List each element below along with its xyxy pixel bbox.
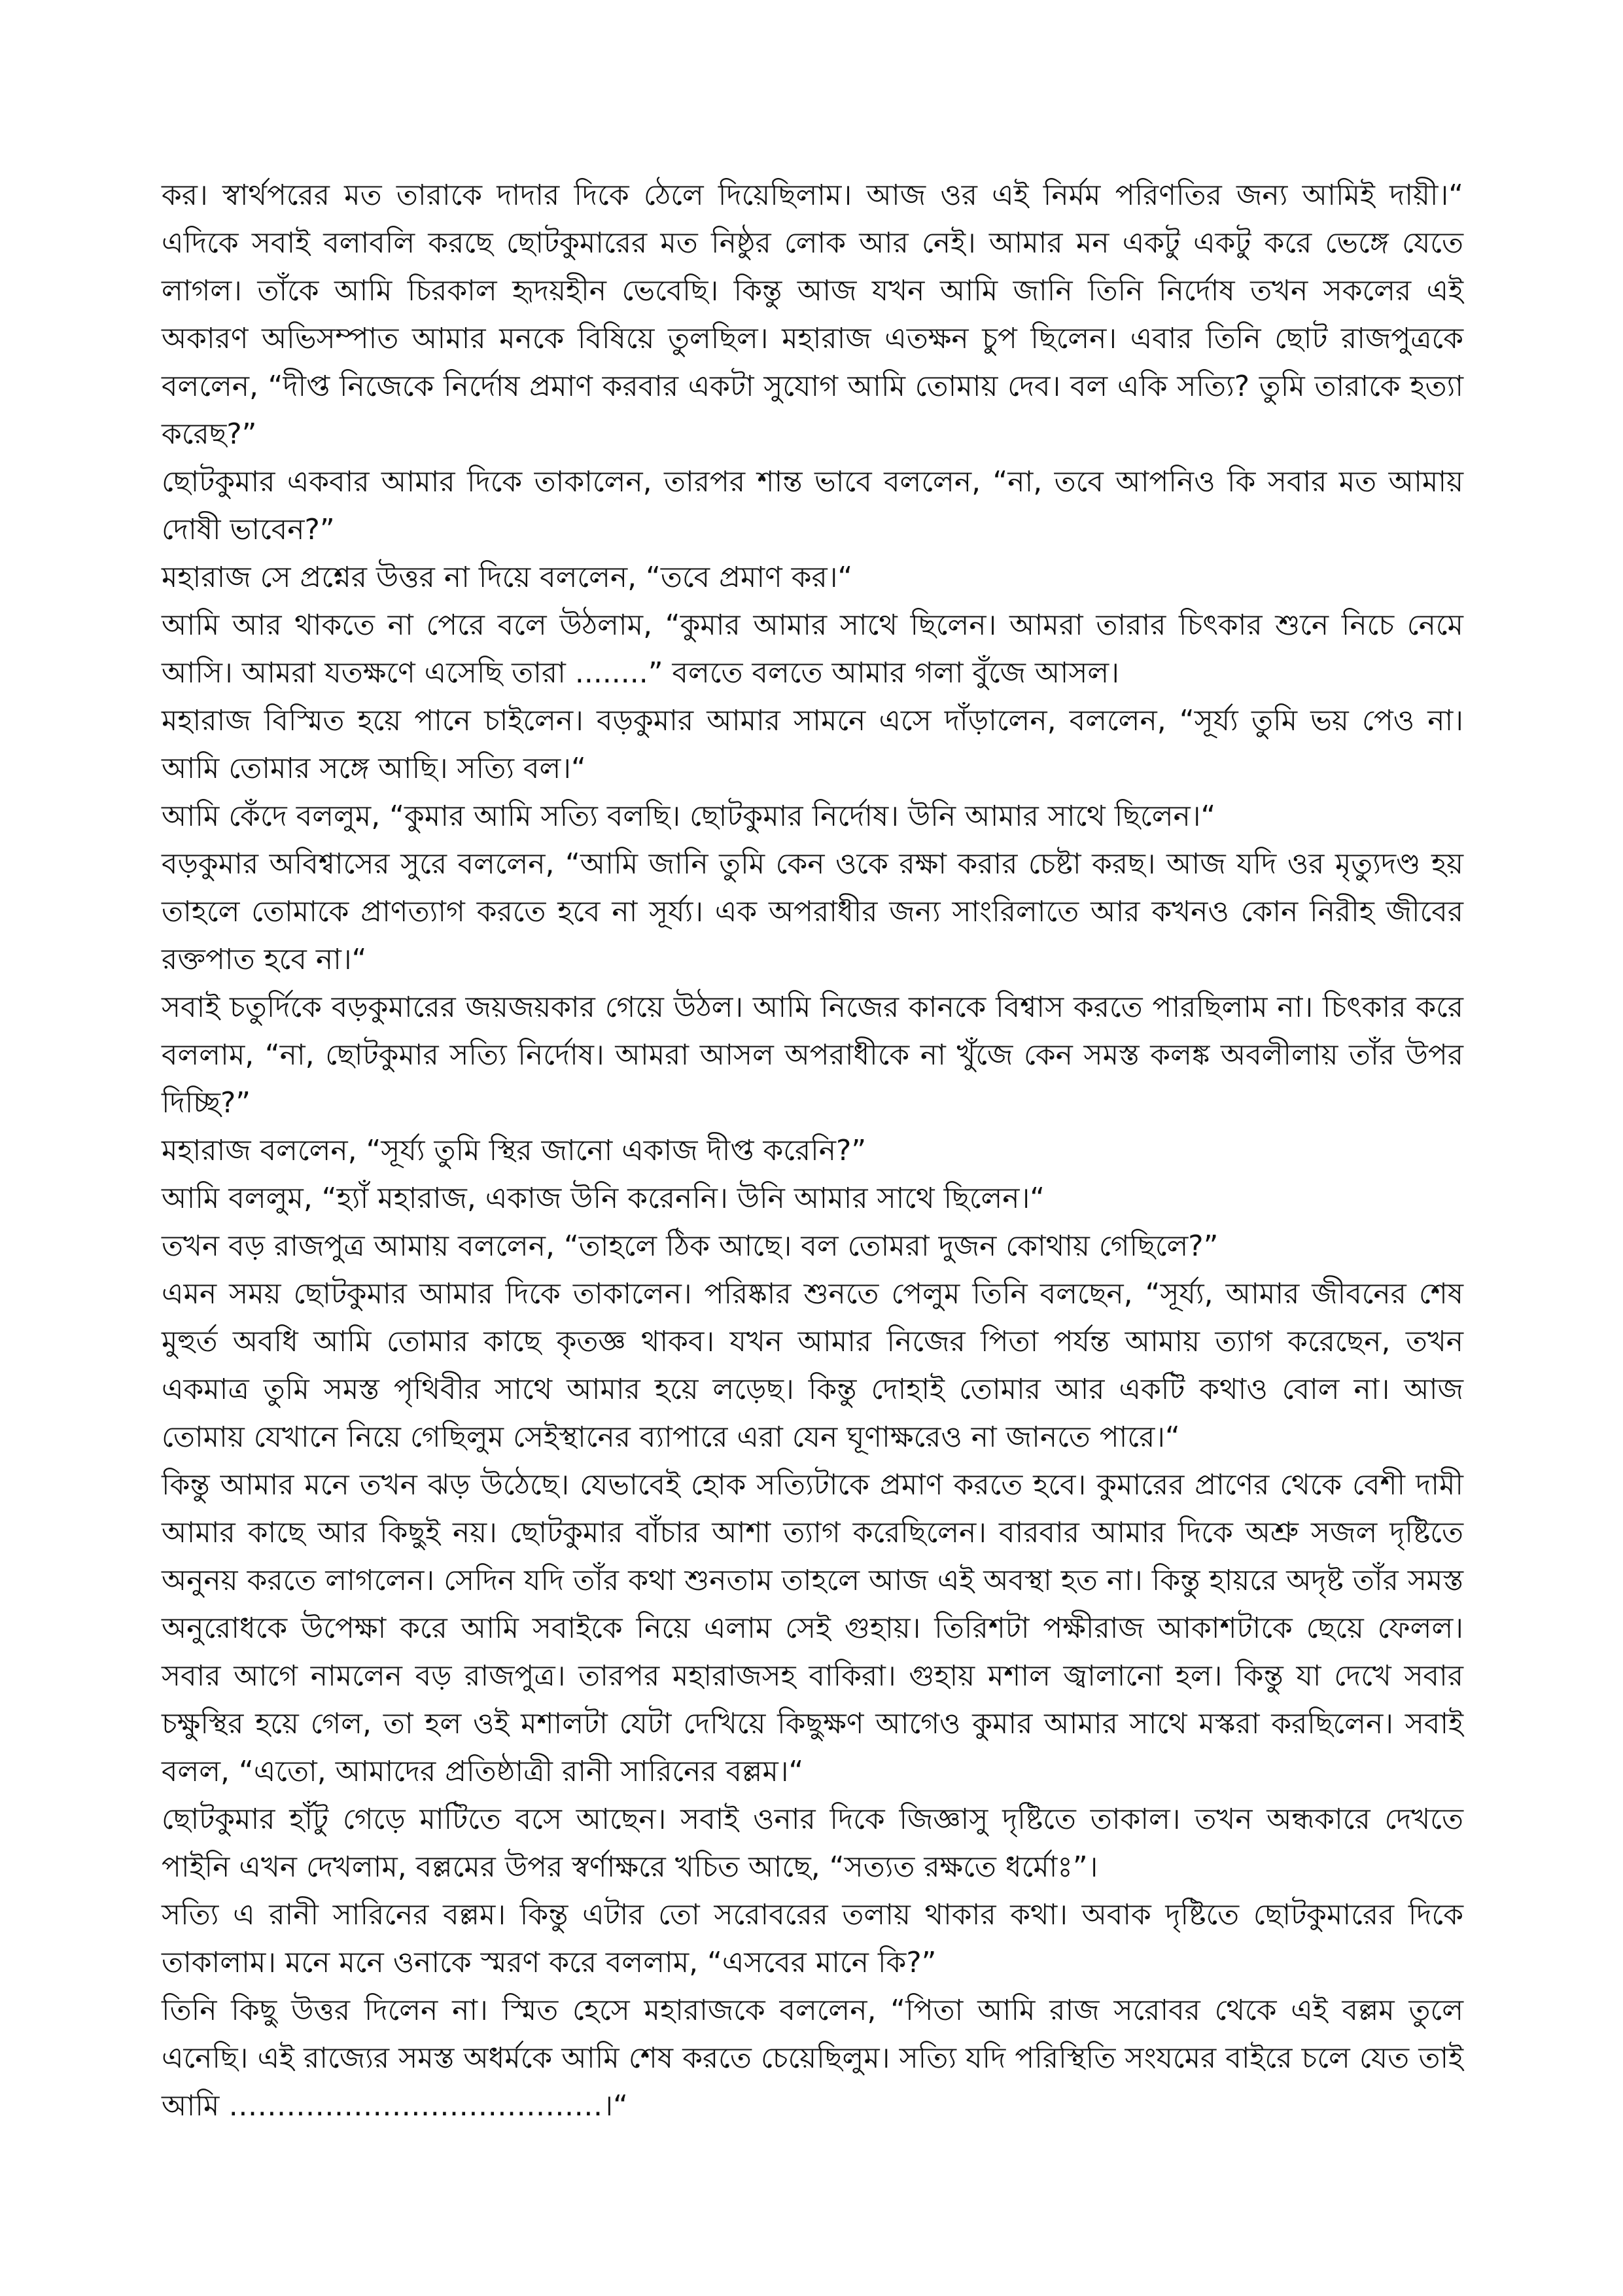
paragraph: বড়কুমার অবিশ্বাসের সুরে বললেন, “আমি জানি তুমি কেন ওকে রক্ষা করার চেষ্টা করছ। আজ যদি ওর মৃত্যুদণ্ড হয় তাহলে তোমাকে প্রাণত্যাগ করতে হবে না সূর্য্য। এক অপরাধীর জন্য সাংরিলাতে আর কখনও কোন নিরীহ জীবের রক্তপাত হবে না।“	[162, 847, 1463, 976]
paragraph: মহারাজ বললেন, “সূর্য্য তুমি স্থির জানো একাজ দীপ্ত করেনি?”	[162, 1134, 867, 1167]
paragraph: আমি কেঁদে বললুম, “কুমার আমি সত্যি বলছি। ছোটকুমার নির্দোষ। উনি আমার সাথে ছিলেন।“	[162, 800, 1216, 833]
paragraph: মহারাজ সে প্রশ্নের উত্তর না দিয়ে বললেন, “তবে প্রমাণ কর।“	[162, 561, 853, 594]
paragraph: ছোটকুমার হাঁটু গেড়ে মাটিতে বসে আছেন। সবাই ওনার দিকে জিজ্ঞাসু দৃষ্টিতে তাকাল। তখন অন্ধকারে দেখতে পাইনি এখন দেখলাম, বল্লমের উপর স্বর্ণাক্ষরে খচিত আছে, “সত্যত রক্ষতে ধর্মোঃ”।	[162, 1803, 1463, 1884]
document-page	[162, 171, 1463, 2130]
paragraph: ছোটকুমার একবার আমার দিকে তাকালেন, তারপর শান্ত ভাবে বললেন, “না, তবে আপনিও কি সবার মত আমায় দোষী ভাবেন?”	[162, 465, 1463, 546]
paragraph: আমি বললুম, “হ্যাঁ মহারাজ, একাজ উনি করেননি। উনি আমার সাথে ছিলেন।“	[162, 1182, 1045, 1215]
paragraph: এমন সময় ছোটকুমার আমার দিকে তাকালেন। পরিষ্কার শুনতে পেলুম তিনি বলছেন, “সূর্য্য, আমার জীবনের শেষ মুহুর্ত অবধি আমি তোমার কাছে কৃতজ্ঞ থাকব। যখন আমার নিজের পিতা পর্যন্ত আমায় ত্যাগ করেছেন, তখন একমাত্র তুমি সমস্ত পৃথিবীর সাথে আমার হয়ে লড়েছ। কিন্তু দোহাই তোমার আর একটি কথাও বোল না। আজ তোমায় যেখানে নিয়ে গেছিলুম সেইস্থানের ব্যাপারে এরা যেন ঘূণাক্ষরেও না জানতে পারে।“	[162, 1277, 1463, 1454]
paragraph: তখন বড় রাজপুত্র আমায় বললেন, “তাহলে ঠিক আছে। বল তোমরা দুজন কোথায় গেছিলে?”	[162, 1229, 1219, 1263]
paragraph: কিন্তু আমার মনে তখন ঝড় উঠেছে। যেভাবেই হোক সত্যিটাকে প্রমাণ করতে হবে। কুমারের প্রাণের থেকে বেশী দামী আমার কাছে আর কিছুই নয়। ছোটকুমার বাঁচার আশা ত্যাগ করেছিলেন। বারবার আমার দিকে অশ্রু সজল দৃষ্টিতে অনুনয় করতে লাগলেন। সেদিন যদি তাঁর কথা শুনতাম তাহলে আজ এই অবস্থা হত না। কিন্তু হায়রে অদৃষ্ট তাঁর সমস্ত অনুরোধকে উপেক্ষা করে আমি সবাইকে নিয়ে এলাম সেই গুহায়। তিরিশটা পক্ষীরাজ আকাশটাকে ছেয়ে ফেলল। সবার আগে নামলেন বড় রাজপুত্র। তারপর মহারাজসহ বাকিরা। গুহায় মশাল জ্বালানো হল। কিন্তু যা দেখে সবার চক্ষুস্থির হয়ে গেল, তা হল ওই মশালটা যেটা দেখিয়ে কিছুক্ষণ আগেও কুমার আমার সাথে মস্করা করছিলেন। সবাই বলল, “এতো, আমাদের প্রতিষ্ঠাত্রী রানী সারিনের বল্লম।“	[162, 1468, 1463, 1788]
paragraph: আমি আর থাকতে না পেরে বলে উঠলাম, “কুমার আমার সাথে ছিলেন। আমরা তারার চিৎকার শুনে নিচে নেমে আসি। আমরা যতক্ষণে এসেছি তারা ........” বলতে বলতে আমার গলা বুঁজে আসল।	[162, 609, 1463, 690]
paragraph: সবাই চতুর্দিকে বড়কুমারের জয়জয়কার গেয়ে উঠল। আমি নিজের কানকে বিশ্বাস করতে পারছিলাম না। চিৎকার করে বললাম, “না, ছোটকুমার সত্যি নির্দোষ। আমরা আসল অপরাধীকে না খুঁজে কেন সমস্ত কলঙ্ক অবলীলায় তাঁর উপর দিচ্ছি?”	[162, 991, 1463, 1120]
paragraph: কর। স্বার্থপরের মত তারাকে দাদার দিকে ঠেলে দিয়েছিলাম। আজ ওর এই নির্মম পরিণতির জন্য আমিই দায়ী।“ এদিকে সবাই বলাবলি করছে ছোটকুমারের মত নিষ্ঠুর লোক আর নেই। আমার মন একটু একটু করে ভেঙ্গে যেতে লাগল। তাঁকে আমি চিরকাল হৃদয়হীন ভেবেছি। কিন্তু আজ যখন আমি জানি তিনি নির্দোষ তখন সকলের এই অকারণ অভিসম্পাত আমার মনকে বিষিয়ে তুলছিল। মহারাজ এতক্ষন চুপ ছিলেন। এবার তিনি ছোট রাজপুত্রকে বললেন, “দীপ্ত নিজেকে নির্দোষ প্রমাণ করবার একটা সুযোগ আমি তোমায় দেব। বল একি সত্যি? তুমি তারাকে হত্যা করেছ?”	[162, 179, 1463, 451]
paragraph: তিনি কিছু উত্তর দিলেন না। স্মিত হেসে মহারাজকে বললেন, “পিতা আমি রাজ সরোবর থেকে এই বল্লম তুলে এনেছি। এই রাজ্যের সমস্ত অধর্মকে আমি শেষ করতে চেয়েছিলুম। সত্যি যদি পরিস্থিতি সংযমের বাইরে চলে যেত তাই আমি …………………………………।“	[162, 1994, 1463, 2123]
paragraph: মহারাজ বিস্মিত হয়ে পানে চাইলেন। বড়কুমার আমার সামনে এসে দাঁড়ালেন, বললেন, “সূর্য্য তুমি ভয় পেও না। আমি তোমার সঙ্গে আছি। সত্যি বল।“	[162, 704, 1463, 785]
paragraph: সত্যি এ রানী সারিনের বল্লম। কিন্তু এটার তো সরোবরের তলায় থাকার কথা। অবাক দৃষ্টিতে ছোটকুমারের দিকে তাকালাম। মনে মনে ওনাকে স্মরণ করে বললাম, “এসবের মানে কি?”	[162, 1898, 1463, 1979]
